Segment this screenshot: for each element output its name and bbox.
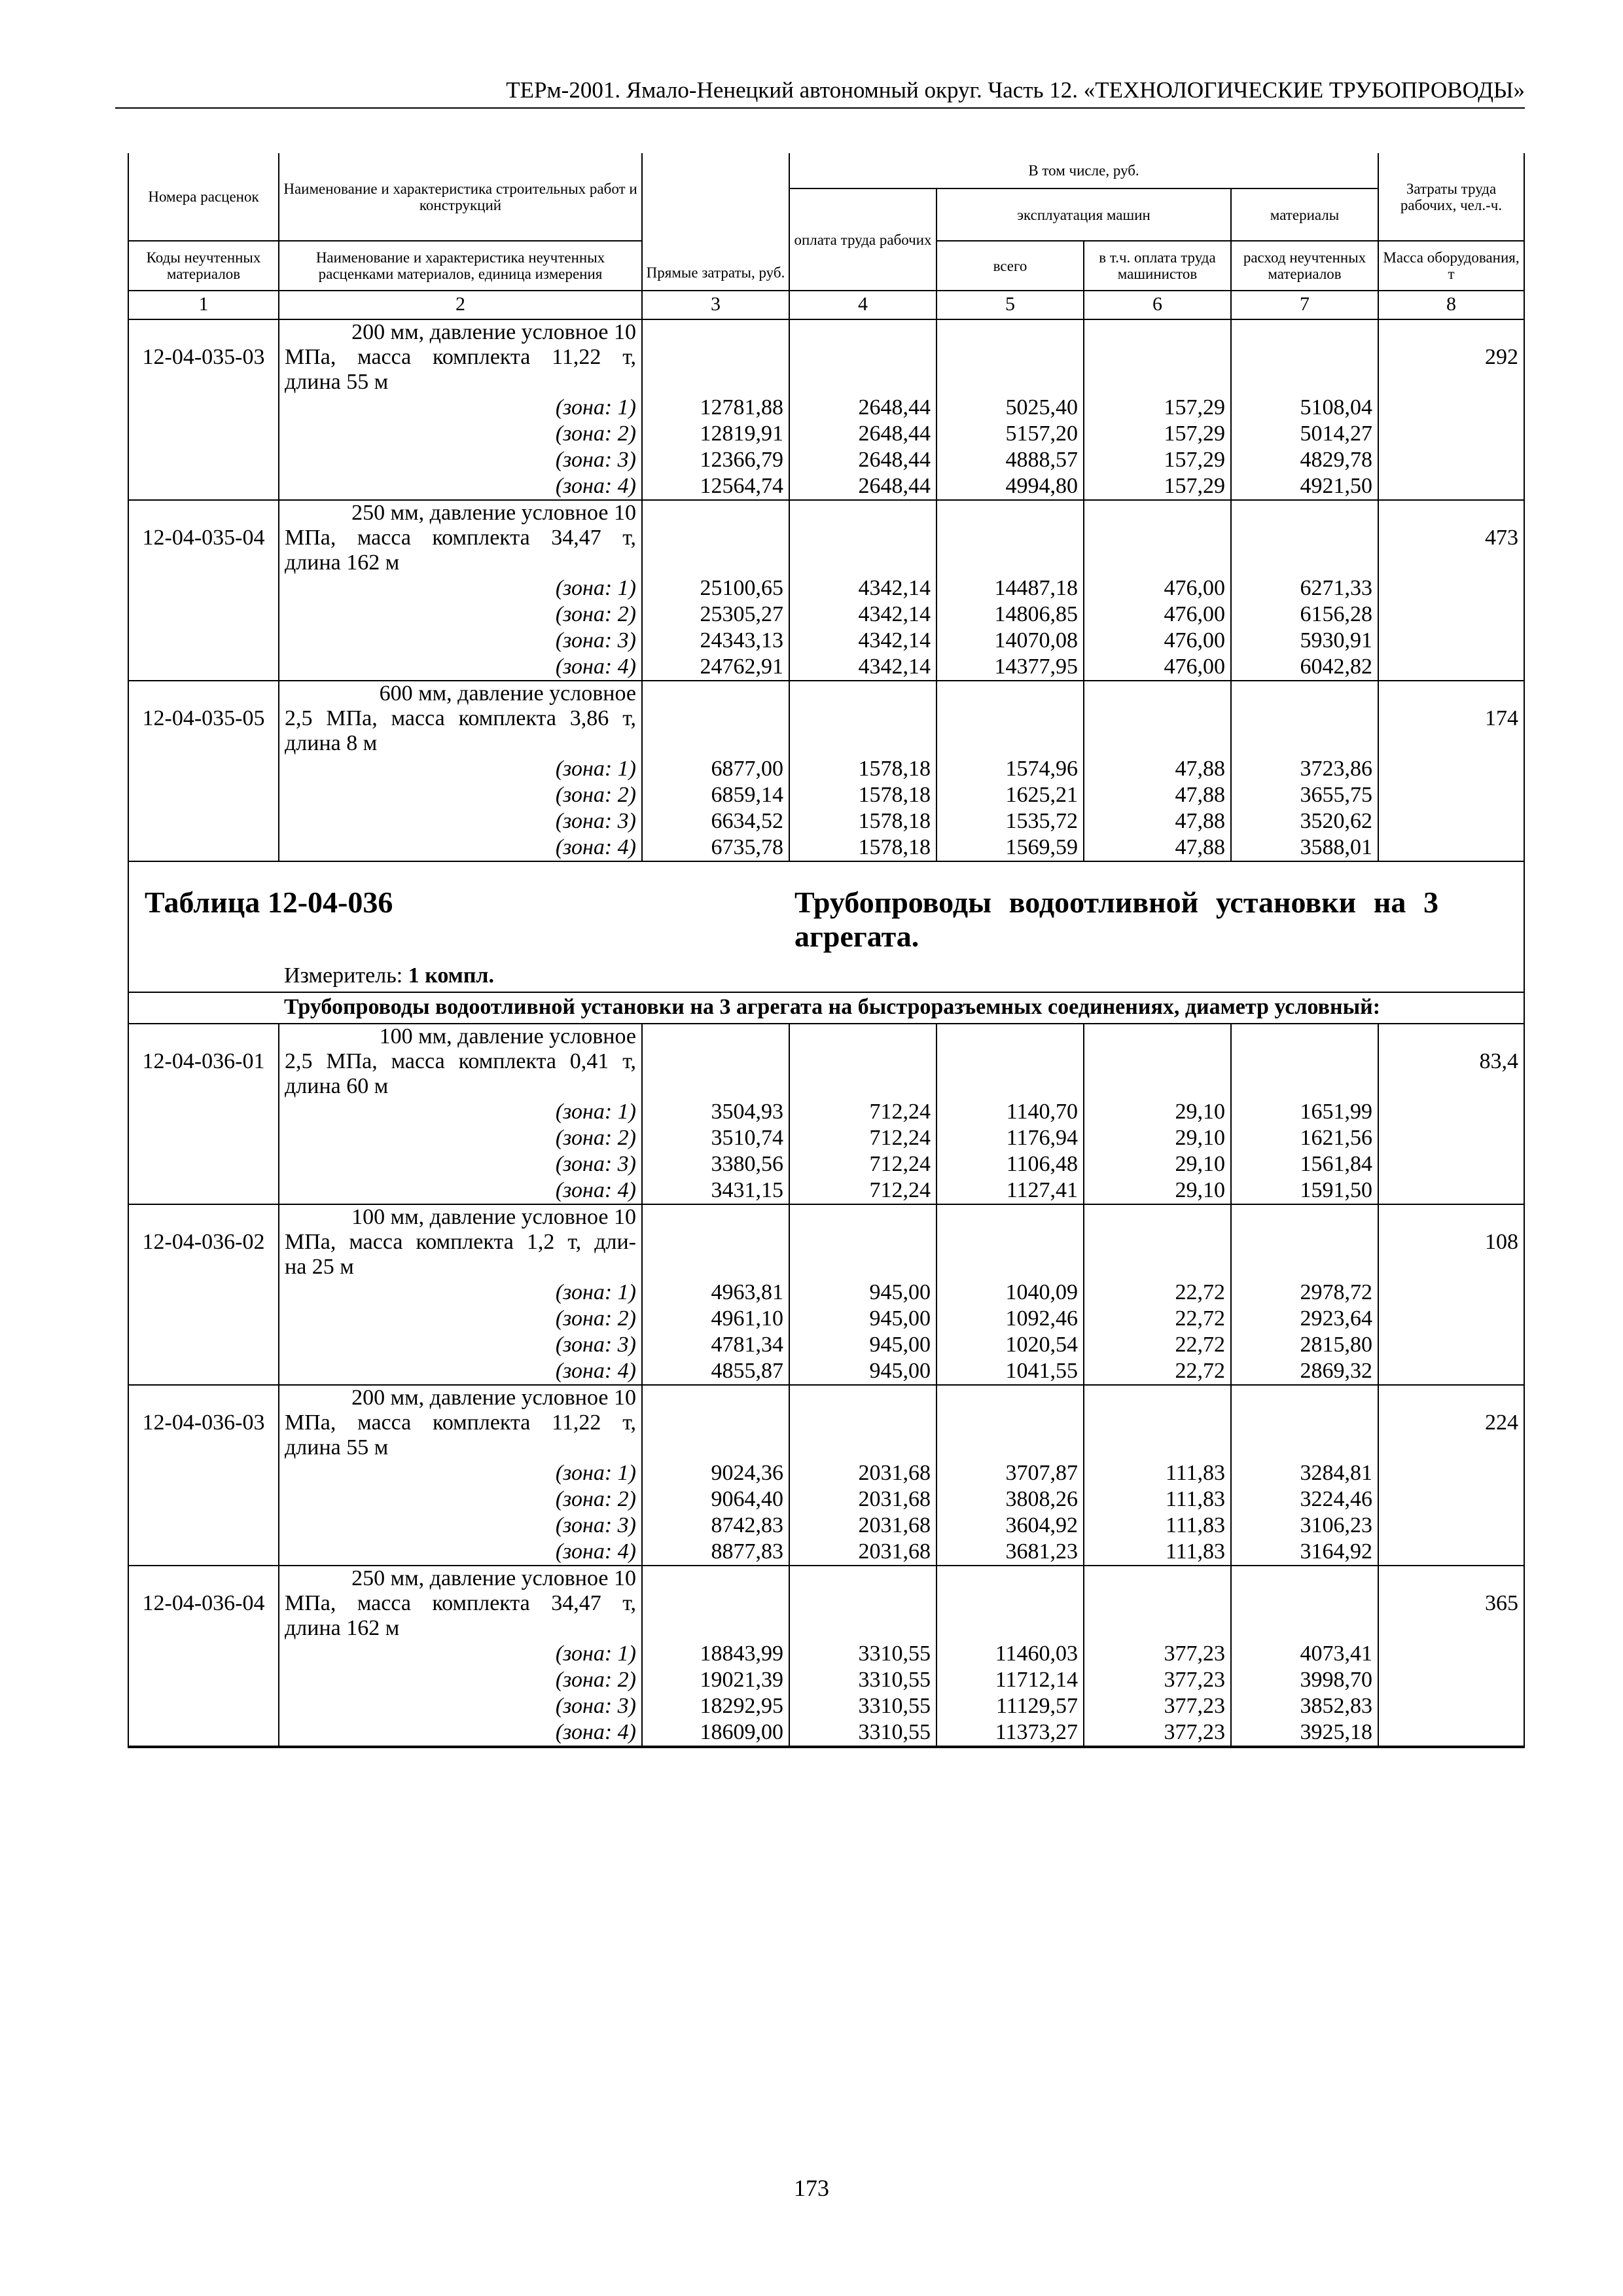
direct-cost: 6634,52 (642, 808, 789, 834)
rate-description-line: МПа, масса комплекта 34,47 т, (285, 526, 636, 550)
rate-description (279, 1204, 642, 1280)
machine-cost: 1625,21 (936, 782, 1084, 808)
machine-cost: 3681,23 (936, 1539, 1084, 1566)
direct-cost: 24762,91 (642, 654, 789, 681)
zone-label: (зона: 4) (279, 834, 642, 861)
worker-wages: 712,24 (789, 1125, 936, 1151)
page-number: 173 (794, 2175, 829, 2201)
materials-cost: 3723,86 (1231, 756, 1378, 782)
zone-row (128, 756, 1524, 782)
rate-description-line: 100 мм, давление условное 10 (351, 1205, 636, 1229)
worker-wages: 945,00 (789, 1358, 936, 1385)
operator-wages: 157,29 (1084, 395, 1231, 421)
materials-cost: 1561,84 (1231, 1151, 1378, 1177)
worker-wages: 2648,44 (789, 395, 936, 421)
column-number: 4 (789, 291, 936, 319)
worker-wages: 945,00 (789, 1280, 936, 1306)
header-col7: расход неучтенных материалов (1231, 241, 1378, 291)
zone-label: (зона: 1) (279, 756, 642, 782)
zone-label: (зона: 1) (279, 1280, 642, 1306)
materials-cost: 2978,72 (1231, 1280, 1378, 1306)
materials-cost: 5014,27 (1231, 421, 1378, 447)
zone-row (128, 834, 1524, 861)
zone-row (128, 654, 1524, 681)
materials-cost: 4829,78 (1231, 447, 1378, 473)
operator-wages: 111,83 (1084, 1486, 1231, 1513)
zone-row (128, 1486, 1524, 1513)
rate-header-row (128, 1024, 1524, 1099)
materials-cost: 5108,04 (1231, 395, 1378, 421)
zone-label: (зона: 2) (279, 782, 642, 808)
labor-cost: 365 (1378, 1566, 1524, 1641)
labor-cost: 83,4 (1378, 1024, 1524, 1099)
worker-wages: 3310,55 (789, 1719, 936, 1747)
machine-cost: 1040,09 (936, 1280, 1084, 1306)
machine-cost: 1574,96 (936, 756, 1084, 782)
header-col3: Прямые затраты, руб. (642, 153, 789, 291)
rate-code: 12-04-035-03 (128, 319, 279, 395)
zone-label: (зона: 3) (279, 1332, 642, 1358)
worker-wages: 2648,44 (789, 421, 936, 447)
materials-cost: 4921,50 (1231, 473, 1378, 500)
column-number: 5 (936, 291, 1084, 319)
rate-header-row (128, 1385, 1524, 1460)
machine-cost: 14806,85 (936, 601, 1084, 628)
worker-wages: 4342,14 (789, 628, 936, 654)
materials-cost: 3284,81 (1231, 1460, 1378, 1486)
rate-description (279, 319, 642, 395)
rate-description-line: длина 55 м (285, 1435, 389, 1460)
direct-cost: 9024,36 (642, 1460, 789, 1486)
zone-row (128, 447, 1524, 473)
running-header-title: ТЕРм-2001. Ямало-Ненецкий автономный округ. Часть 12. «ТЕХНОЛОГИЧЕСКИЕ ТРУБОПРОВОДЫ» (506, 77, 1525, 103)
direct-cost: 4961,10 (642, 1306, 789, 1332)
zone-row (128, 1641, 1524, 1667)
machine-cost: 3707,87 (936, 1460, 1084, 1486)
machine-cost: 5025,40 (936, 395, 1084, 421)
operator-wages: 111,83 (1084, 1539, 1231, 1566)
section-header: Трубопроводы водоотливной установки на 3 агрегата на быстроразъемных соединениях, диаметр условный: (279, 992, 1524, 1024)
header-col2-bottom: Наименование и характеристика неучтенных расценками материалов, единица измерения (279, 241, 642, 291)
materials-cost: 6271,33 (1231, 575, 1378, 601)
price-table (128, 153, 1525, 1748)
machine-cost: 3604,92 (936, 1513, 1084, 1539)
zone-label: (зона: 3) (279, 447, 642, 473)
zone-row (128, 1280, 1524, 1306)
direct-cost: 3380,56 (642, 1151, 789, 1177)
machine-cost: 14487,18 (936, 575, 1084, 601)
rate-description-line: 200 мм, давление условное 10 (351, 320, 636, 344)
zone-label: (зона: 4) (279, 1358, 642, 1385)
worker-wages: 712,24 (789, 1099, 936, 1125)
zone-row (128, 628, 1524, 654)
rate-description-line: 200 мм, давление условное 10 (351, 1386, 636, 1410)
worker-wages: 712,24 (789, 1177, 936, 1204)
rate-description-line: МПа, масса комплекта 1,2 т, дли- (285, 1230, 636, 1254)
rate-description-line: 2,5 МПа, масса комплекта 0,41 т, (285, 1049, 636, 1073)
materials-cost: 6156,28 (1231, 601, 1378, 628)
direct-cost: 4963,81 (642, 1280, 789, 1306)
header-col8-bottom: Масса оборудования, т (1378, 241, 1524, 291)
operator-wages: 22,72 (1084, 1306, 1231, 1332)
column-number: 2 (279, 291, 642, 319)
direct-cost: 12781,88 (642, 395, 789, 421)
zone-label: (зона: 1) (279, 1460, 642, 1486)
zone-row (128, 1539, 1524, 1566)
zone-row (128, 1125, 1524, 1151)
direct-cost: 25305,27 (642, 601, 789, 628)
direct-cost: 3431,15 (642, 1177, 789, 1204)
machine-cost: 1092,46 (936, 1306, 1084, 1332)
zone-row (128, 1099, 1524, 1125)
machine-cost: 1176,94 (936, 1125, 1084, 1151)
machine-cost: 1569,59 (936, 834, 1084, 861)
zone-label: (зона: 3) (279, 808, 642, 834)
measure-label: Измеритель: (284, 963, 403, 988)
materials-cost: 3655,75 (1231, 782, 1378, 808)
rate-description-line: МПа, масса комплекта 34,47 т, (285, 1591, 636, 1615)
rate-description-line: 250 мм, давление условное 10 (351, 501, 636, 525)
rate-description-line: 600 мм, давление условное (379, 681, 636, 706)
direct-cost: 6735,78 (642, 834, 789, 861)
operator-wages: 29,10 (1084, 1125, 1231, 1151)
operator-wages: 111,83 (1084, 1513, 1231, 1539)
rate-description-line: длина 8 м (285, 731, 378, 755)
column-numbers-row (128, 291, 1524, 319)
machine-cost: 14377,95 (936, 654, 1084, 681)
table-header (128, 153, 1524, 319)
direct-cost: 12366,79 (642, 447, 789, 473)
machine-cost: 1020,54 (936, 1332, 1084, 1358)
column-number: 3 (642, 291, 789, 319)
zone-row (128, 1151, 1524, 1177)
zone-label: (зона: 1) (279, 575, 642, 601)
zone-label: (зона: 3) (279, 628, 642, 654)
direct-cost: 9064,40 (642, 1486, 789, 1513)
zone-label: (зона: 2) (279, 1486, 642, 1513)
worker-wages: 2031,68 (789, 1513, 936, 1539)
header-col1-top: Номера расценок (128, 153, 279, 241)
operator-wages: 29,10 (1084, 1151, 1231, 1177)
zone-label: (зона: 4) (279, 1177, 642, 1204)
machine-cost: 4888,57 (936, 447, 1084, 473)
worker-wages: 2031,68 (789, 1539, 936, 1566)
zone-label: (зона: 4) (279, 1539, 642, 1566)
table-title (128, 861, 789, 954)
zone-label: (зона: 4) (279, 1719, 642, 1747)
direct-cost: 8877,83 (642, 1539, 789, 1566)
operator-wages: 377,23 (1084, 1641, 1231, 1667)
operator-wages: 476,00 (1084, 575, 1231, 601)
zone-row (128, 1177, 1524, 1204)
worker-wages: 1578,18 (789, 808, 936, 834)
machine-cost: 1106,48 (936, 1151, 1084, 1177)
header-col4: оплата труда рабочих (789, 188, 936, 291)
header-machines: эксплуатация машин (936, 188, 1231, 241)
zone-row (128, 808, 1524, 834)
zone-label: (зона: 3) (279, 1151, 642, 1177)
operator-wages: 476,00 (1084, 601, 1231, 628)
measure-row (128, 954, 1524, 992)
worker-wages: 2648,44 (789, 447, 936, 473)
rate-code: 12-04-036-02 (128, 1204, 279, 1280)
worker-wages: 1578,18 (789, 782, 936, 808)
machine-cost: 11373,27 (936, 1719, 1084, 1747)
rate-description-line: МПа, масса комплекта 11,22 т, (285, 1410, 636, 1435)
zone-row (128, 782, 1524, 808)
operator-wages: 476,00 (1084, 628, 1231, 654)
machine-cost: 3808,26 (936, 1486, 1084, 1513)
worker-wages: 945,00 (789, 1306, 936, 1332)
machine-cost: 1041,55 (936, 1358, 1084, 1385)
operator-wages: 29,10 (1084, 1177, 1231, 1204)
operator-wages: 22,72 (1084, 1332, 1231, 1358)
zone-row (128, 1667, 1524, 1693)
zone-label: (зона: 4) (279, 654, 642, 681)
machine-cost: 11712,14 (936, 1667, 1084, 1693)
direct-cost: 24343,13 (642, 628, 789, 654)
zone-label: (зона: 4) (279, 473, 642, 500)
zone-row (128, 1719, 1524, 1747)
rate-description (279, 1385, 642, 1460)
zone-label: (зона: 3) (279, 1693, 642, 1719)
worker-wages: 4342,14 (789, 575, 936, 601)
materials-cost: 1621,56 (1231, 1125, 1378, 1151)
header-materials: материалы (1231, 188, 1378, 241)
operator-wages: 47,88 (1084, 782, 1231, 808)
worker-wages: 1578,18 (789, 756, 936, 782)
header-in-total: В том числе, руб. (789, 153, 1378, 188)
labor-cost: 174 (1378, 681, 1524, 756)
materials-cost: 5930,91 (1231, 628, 1378, 654)
rate-code: 12-04-036-03 (128, 1385, 279, 1460)
direct-cost: 3504,93 (642, 1099, 789, 1125)
table-title-row (128, 861, 1524, 954)
column-number: 6 (1084, 291, 1231, 319)
materials-cost: 3588,01 (1231, 834, 1378, 861)
machine-cost: 1127,41 (936, 1177, 1084, 1204)
zone-label: (зона: 1) (279, 1099, 642, 1125)
zone-row (128, 575, 1524, 601)
header-col5: всего (936, 241, 1084, 291)
table-body-group-a (128, 319, 1524, 861)
header-col1-bottom: Коды неучтенных материалов (128, 241, 279, 291)
direct-cost: 3510,74 (642, 1125, 789, 1151)
rate-description (279, 500, 642, 575)
rate-header-row (128, 319, 1524, 395)
materials-cost: 1651,99 (1231, 1099, 1378, 1125)
materials-cost: 3520,62 (1231, 808, 1378, 834)
zone-label: (зона: 1) (279, 395, 642, 421)
rate-description-line: 250 мм, давление условное 10 (351, 1566, 636, 1590)
materials-cost: 3998,70 (1231, 1667, 1378, 1693)
table-description-text: Трубопроводы водоотливной установки на 3 агрегата. (794, 886, 1439, 953)
worker-wages: 3310,55 (789, 1693, 936, 1719)
measure-unit (279, 954, 1524, 992)
labor-cost: 473 (1378, 500, 1524, 575)
direct-cost: 6859,14 (642, 782, 789, 808)
zone-row (128, 1693, 1524, 1719)
materials-cost: 3852,83 (1231, 1693, 1378, 1719)
operator-wages: 157,29 (1084, 447, 1231, 473)
materials-cost: 3925,18 (1231, 1719, 1378, 1747)
zone-label: (зона: 3) (279, 1513, 642, 1539)
operator-wages: 47,88 (1084, 756, 1231, 782)
rate-description-line: длина 162 м (285, 1616, 400, 1640)
zone-row (128, 473, 1524, 500)
operator-wages: 157,29 (1084, 473, 1231, 500)
materials-cost: 6042,82 (1231, 654, 1378, 681)
zone-row (128, 1358, 1524, 1385)
table-title-block (128, 861, 1524, 1024)
zone-row (128, 1306, 1524, 1332)
measure-value: 1 компл. (408, 963, 495, 988)
rate-code: 12-04-035-05 (128, 681, 279, 756)
direct-cost: 18609,00 (642, 1719, 789, 1747)
worker-wages: 2648,44 (789, 473, 936, 500)
direct-cost: 19021,39 (642, 1667, 789, 1693)
column-number: 1 (128, 291, 279, 319)
column-number: 8 (1378, 291, 1524, 319)
direct-cost: 12819,91 (642, 421, 789, 447)
zone-label: (зона: 2) (279, 1667, 642, 1693)
header-col8-top: Затраты труда рабочих, чел.-ч. (1378, 153, 1524, 241)
operator-wages: 22,72 (1084, 1358, 1231, 1385)
direct-cost: 8742,83 (642, 1513, 789, 1539)
machine-cost: 14070,08 (936, 628, 1084, 654)
direct-cost: 25100,65 (642, 575, 789, 601)
rate-description-line: 100 мм, давление условное (379, 1024, 636, 1049)
table-title-text: Таблица 12-04-036 (145, 886, 393, 919)
materials-cost: 2923,64 (1231, 1306, 1378, 1332)
zone-label: (зона: 2) (279, 1125, 642, 1151)
materials-cost: 1591,50 (1231, 1177, 1378, 1204)
running-header (115, 65, 1525, 109)
worker-wages: 2031,68 (789, 1486, 936, 1513)
worker-wages: 3310,55 (789, 1641, 936, 1667)
worker-wages: 2031,68 (789, 1460, 936, 1486)
machine-cost: 11129,57 (936, 1693, 1084, 1719)
direct-cost: 4855,87 (642, 1358, 789, 1385)
zone-row (128, 395, 1524, 421)
section-header-row (128, 992, 1524, 1024)
column-number: 7 (1231, 291, 1378, 319)
zone-label: (зона: 2) (279, 421, 642, 447)
labor-cost: 292 (1378, 319, 1524, 395)
table-description (789, 861, 1524, 954)
operator-wages: 47,88 (1084, 808, 1231, 834)
operator-wages: 476,00 (1084, 654, 1231, 681)
materials-cost: 2869,32 (1231, 1358, 1378, 1385)
operator-wages: 377,23 (1084, 1719, 1231, 1747)
worker-wages: 1578,18 (789, 834, 936, 861)
direct-cost: 6877,00 (642, 756, 789, 782)
machine-cost: 1140,70 (936, 1099, 1084, 1125)
zone-row (128, 1460, 1524, 1486)
rate-code: 12-04-035-04 (128, 500, 279, 575)
rate-header-row (128, 500, 1524, 575)
operator-wages: 29,10 (1084, 1099, 1231, 1125)
labor-cost: 224 (1378, 1385, 1524, 1460)
operator-wages: 22,72 (1084, 1280, 1231, 1306)
worker-wages: 4342,14 (789, 601, 936, 628)
zone-row (128, 1332, 1524, 1358)
materials-cost: 4073,41 (1231, 1641, 1378, 1667)
operator-wages: 157,29 (1084, 421, 1231, 447)
zone-label: (зона: 2) (279, 601, 642, 628)
operator-wages: 377,23 (1084, 1667, 1231, 1693)
header-col2-top: Наименование и характеристика строительных работ и конструкций (279, 153, 642, 241)
rate-header-row (128, 1204, 1524, 1280)
operator-wages: 377,23 (1084, 1693, 1231, 1719)
labor-cost: 108 (1378, 1204, 1524, 1280)
zone-row (128, 421, 1524, 447)
machine-cost: 4994,80 (936, 473, 1084, 500)
rate-description (279, 1566, 642, 1641)
operator-wages: 47,88 (1084, 834, 1231, 861)
rate-header-row (128, 681, 1524, 756)
rate-description-line: длина 162 м (285, 550, 400, 575)
worker-wages: 4342,14 (789, 654, 936, 681)
materials-cost: 3224,46 (1231, 1486, 1378, 1513)
zone-label: (зона: 2) (279, 1306, 642, 1332)
rate-code: 12-04-036-01 (128, 1024, 279, 1099)
worker-wages: 712,24 (789, 1151, 936, 1177)
machine-cost: 1535,72 (936, 808, 1084, 834)
rate-description-line: МПа, масса комплекта 11,22 т, (285, 345, 636, 369)
rate-description-line: на 25 м (285, 1255, 354, 1279)
materials-cost: 2815,80 (1231, 1332, 1378, 1358)
rate-description-line: длина 60 м (285, 1074, 389, 1098)
direct-cost: 18292,95 (642, 1693, 789, 1719)
operator-wages: 111,83 (1084, 1460, 1231, 1486)
direct-cost: 4781,34 (642, 1332, 789, 1358)
worker-wages: 3310,55 (789, 1667, 936, 1693)
direct-cost: 12564,74 (642, 473, 789, 500)
rate-code: 12-04-036-04 (128, 1566, 279, 1641)
rate-description-line: длина 55 м (285, 370, 389, 394)
zone-row (128, 1513, 1524, 1539)
header-col6: в т.ч. оплата труда машинистов (1084, 241, 1231, 291)
worker-wages: 945,00 (789, 1332, 936, 1358)
materials-cost: 3106,23 (1231, 1513, 1378, 1539)
materials-cost: 3164,92 (1231, 1539, 1378, 1566)
zone-row (128, 601, 1524, 628)
rate-description-line: 2,5 МПа, масса комплекта 3,86 т, (285, 706, 636, 730)
machine-cost: 11460,03 (936, 1641, 1084, 1667)
rate-header-row (128, 1566, 1524, 1641)
rate-description (279, 1024, 642, 1099)
table-body-group-b (128, 1024, 1524, 1747)
zone-label: (зона: 1) (279, 1641, 642, 1667)
direct-cost: 18843,99 (642, 1641, 789, 1667)
rate-description (279, 681, 642, 756)
machine-cost: 5157,20 (936, 421, 1084, 447)
